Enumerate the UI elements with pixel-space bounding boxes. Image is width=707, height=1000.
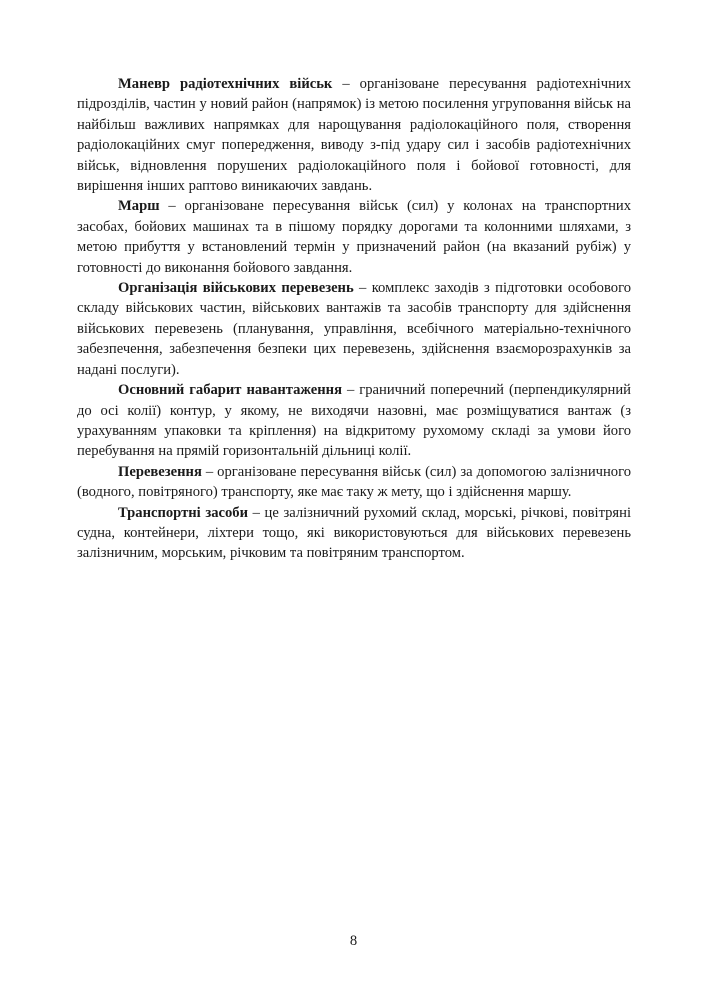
- entry-term: Транспортні засоби: [118, 504, 248, 521]
- entry-term: Основний габарит навантаження: [118, 382, 342, 399]
- glossary-entry-vehicles: [77, 503, 631, 564]
- entry-term: Маневр радіотехнічних військ: [118, 76, 333, 92]
- entry-definition: – організоване пересування військ (сил) за допомогою залізничного (водного, повітряного) транспорту, яке має таку ж мету, що і здійснення маршу.: [77, 463, 631, 501]
- glossary-entry-radiotechnical-maneuver: [77, 74, 631, 196]
- glossary-entry-transport-organization: [77, 278, 631, 380]
- glossary-body: [77, 74, 631, 564]
- entry-term: Організація військових перевезень: [118, 280, 354, 297]
- entry-definition: – комплекс заходів з підготовки особового складу військових частин, військових вантажів та засобів транспорту для здійснення військових перевезень (планування, управління, всебічного матеріально-технічного забезпечення, забезпечення безпеки цих перевезень, здійснення взаєморозрахунків за надані послуги).: [77, 280, 631, 378]
- entry-definition: – організоване пересування радіотехнічних підрозділів, частин у новий район (напрямок) із метою посилення угруповання військ на найбільш важливих напрямках для нарощування радіолокаційного поля, створення радіолокаційних смуг попередження, виводу з-під удару сил і засобів радіотехнічних військ, відновлення порушених радіолокаційного поля і бойової готовності, для вирішення інших раптово виникаючих завдань.: [77, 76, 631, 195]
- glossary-entry-loading-gauge: [77, 380, 631, 462]
- page-number: 8: [349, 933, 358, 949]
- entry-term: Марш: [118, 198, 160, 215]
- glossary-entry-march: [77, 196, 631, 278]
- glossary-entry-transportation: [77, 462, 631, 503]
- entry-term: Перевезення: [118, 463, 202, 480]
- entry-definition: – це залізничний рухомий склад, морські, річкові, повітряні судна, контейнери, ліхтери тощо, які використовуються для військових перевезень залізничним, морським, річковим та повітряним транспортом.: [77, 504, 631, 562]
- entry-definition: – організоване пересування військ (сил) у колонах на транспортних засобах, бойових машинах та в пішому порядку дорогами та колонними шляхами, з метою прибуття у встановлений термін у призначений район (на вказаний рубіж) у готовності до виконання бойового завдання.: [77, 198, 631, 276]
- entry-definition: – граничний поперечний (перпендикулярний до осі колії) контур, у якому, не виходячи назовні, має розміщуватися вантаж (з урахуванням упаковки та кріплення) на відкритому рухомому складі за умови його перебування на прямій горизонтальній дільниці колії.: [77, 382, 631, 460]
